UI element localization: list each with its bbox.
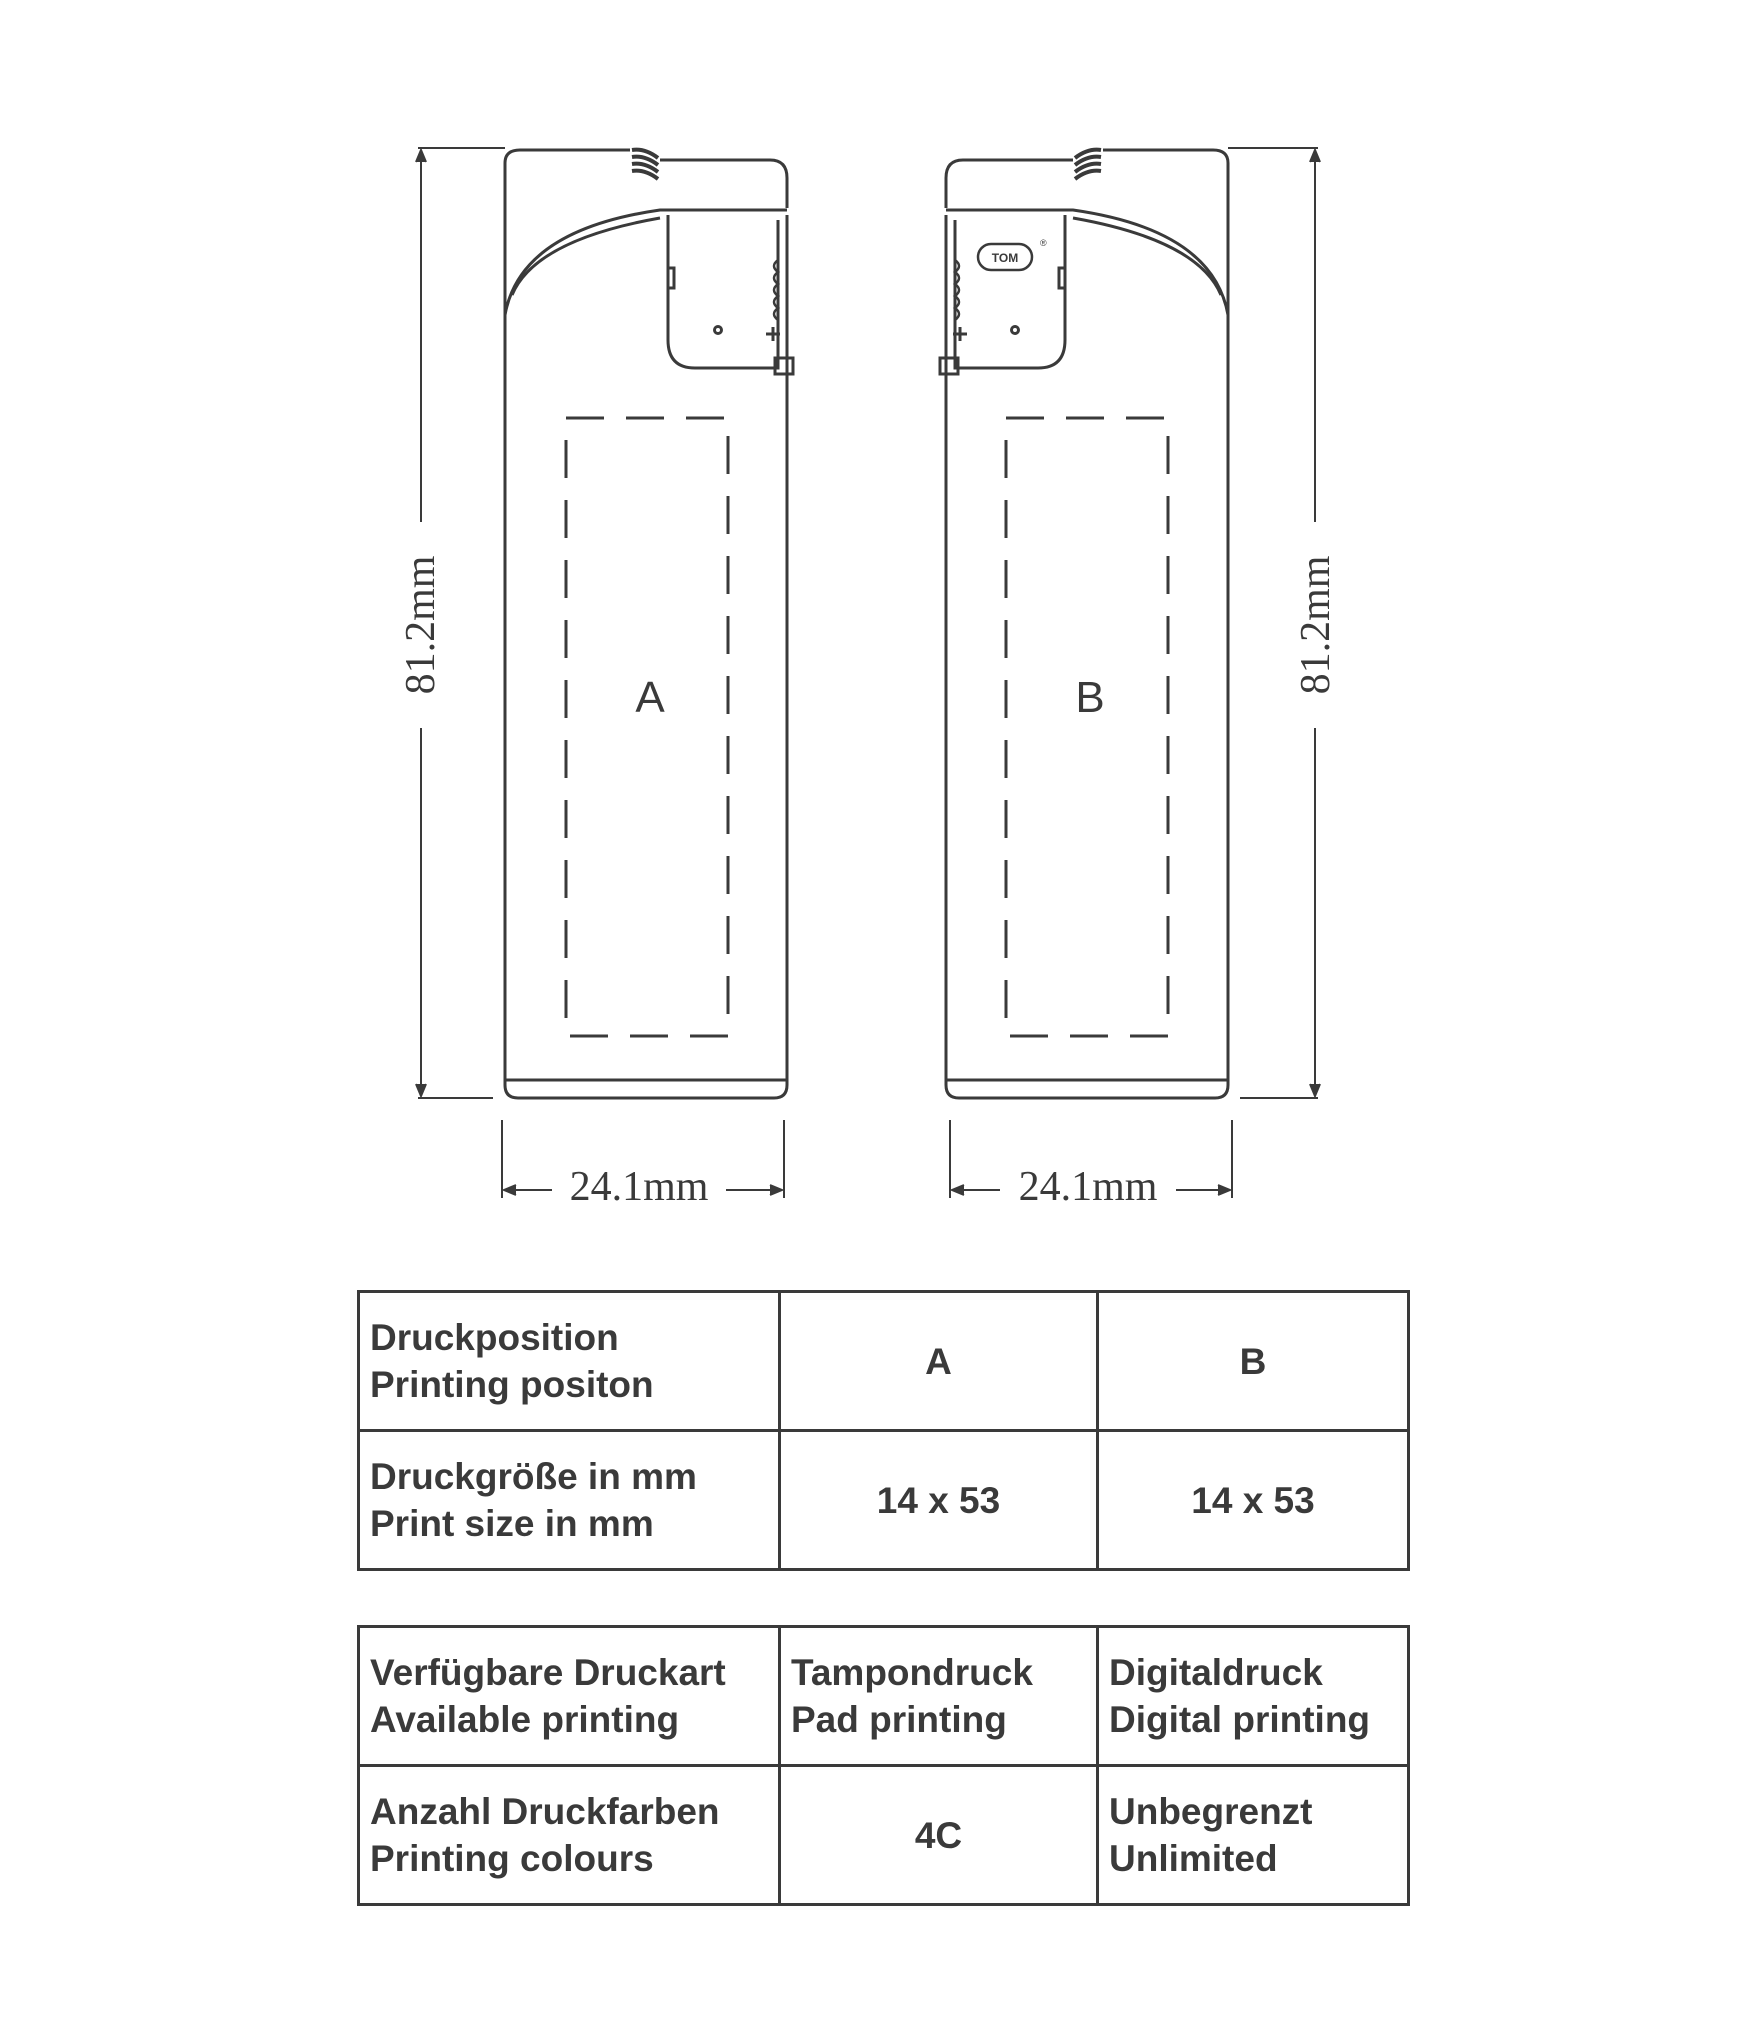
printing-method-table [357, 1625, 1410, 1906]
table-row [359, 1292, 1409, 1431]
digital-printing-cell [1098, 1627, 1409, 1766]
print-zone-a [566, 418, 728, 1036]
digital-colours-en: Unlimited [1109, 1838, 1278, 1879]
print-size-b: 14 x 53 [1098, 1431, 1409, 1570]
digital-colours-de: Unbegrenzt [1109, 1791, 1313, 1832]
digital-printing-en: Digital printing [1109, 1699, 1371, 1740]
table-row [359, 1627, 1409, 1766]
print-position-label-en: Printing positon [370, 1364, 654, 1405]
digital-printing-de: Digitaldruck [1109, 1652, 1323, 1693]
registered-mark: ® [1040, 238, 1047, 248]
table-row [359, 1431, 1409, 1570]
height-label-b: 81.2mm [1293, 555, 1339, 695]
pad-printing-en: Pad printing [791, 1699, 1007, 1740]
position-a-header: A [780, 1292, 1098, 1431]
available-printing-label-de: Verfügbare Druckart [370, 1652, 726, 1693]
print-zone-a-label: A [635, 673, 665, 722]
spring-coil-b [1075, 150, 1101, 179]
print-size-label-de: Druckgröße in mm [370, 1456, 697, 1497]
available-printing-label-en: Available printing [370, 1699, 680, 1740]
print-size-a: 14 x 53 [780, 1431, 1098, 1570]
width-label-a: 24.1mm [569, 1164, 709, 1210]
pad-printing-de: Tampondruck [791, 1652, 1033, 1693]
lighter-a-outline [505, 150, 793, 1098]
printing-colours-label-de: Anzahl Druckfarben [370, 1791, 720, 1832]
tom-logo-text: TOM [991, 251, 1019, 265]
digital-printing-colours-cell [1098, 1766, 1409, 1905]
print-position-table [357, 1290, 1410, 1571]
printing-colours-label-cell [359, 1766, 780, 1905]
spring-coil-a [632, 150, 658, 179]
pad-printing-colours: 4C [780, 1766, 1098, 1905]
width-label-b: 24.1mm [1018, 1164, 1158, 1210]
position-b-header: B [1098, 1292, 1409, 1431]
pad-printing-cell [780, 1627, 1098, 1766]
print-position-label-de: Druckposition [370, 1317, 619, 1358]
height-label-a: 81.2mm [398, 555, 444, 695]
print-position-header-cell [359, 1292, 780, 1431]
print-zone-b [1006, 418, 1168, 1036]
table-row [359, 1766, 1409, 1905]
available-printing-label-cell [359, 1627, 780, 1766]
lighter-b-outline [940, 150, 1228, 1098]
print-size-label-cell [359, 1431, 780, 1570]
print-size-label-en: Print size in mm [370, 1503, 654, 1544]
print-zone-b-label: B [1075, 673, 1105, 722]
printing-colours-label-en: Printing colours [370, 1838, 654, 1879]
